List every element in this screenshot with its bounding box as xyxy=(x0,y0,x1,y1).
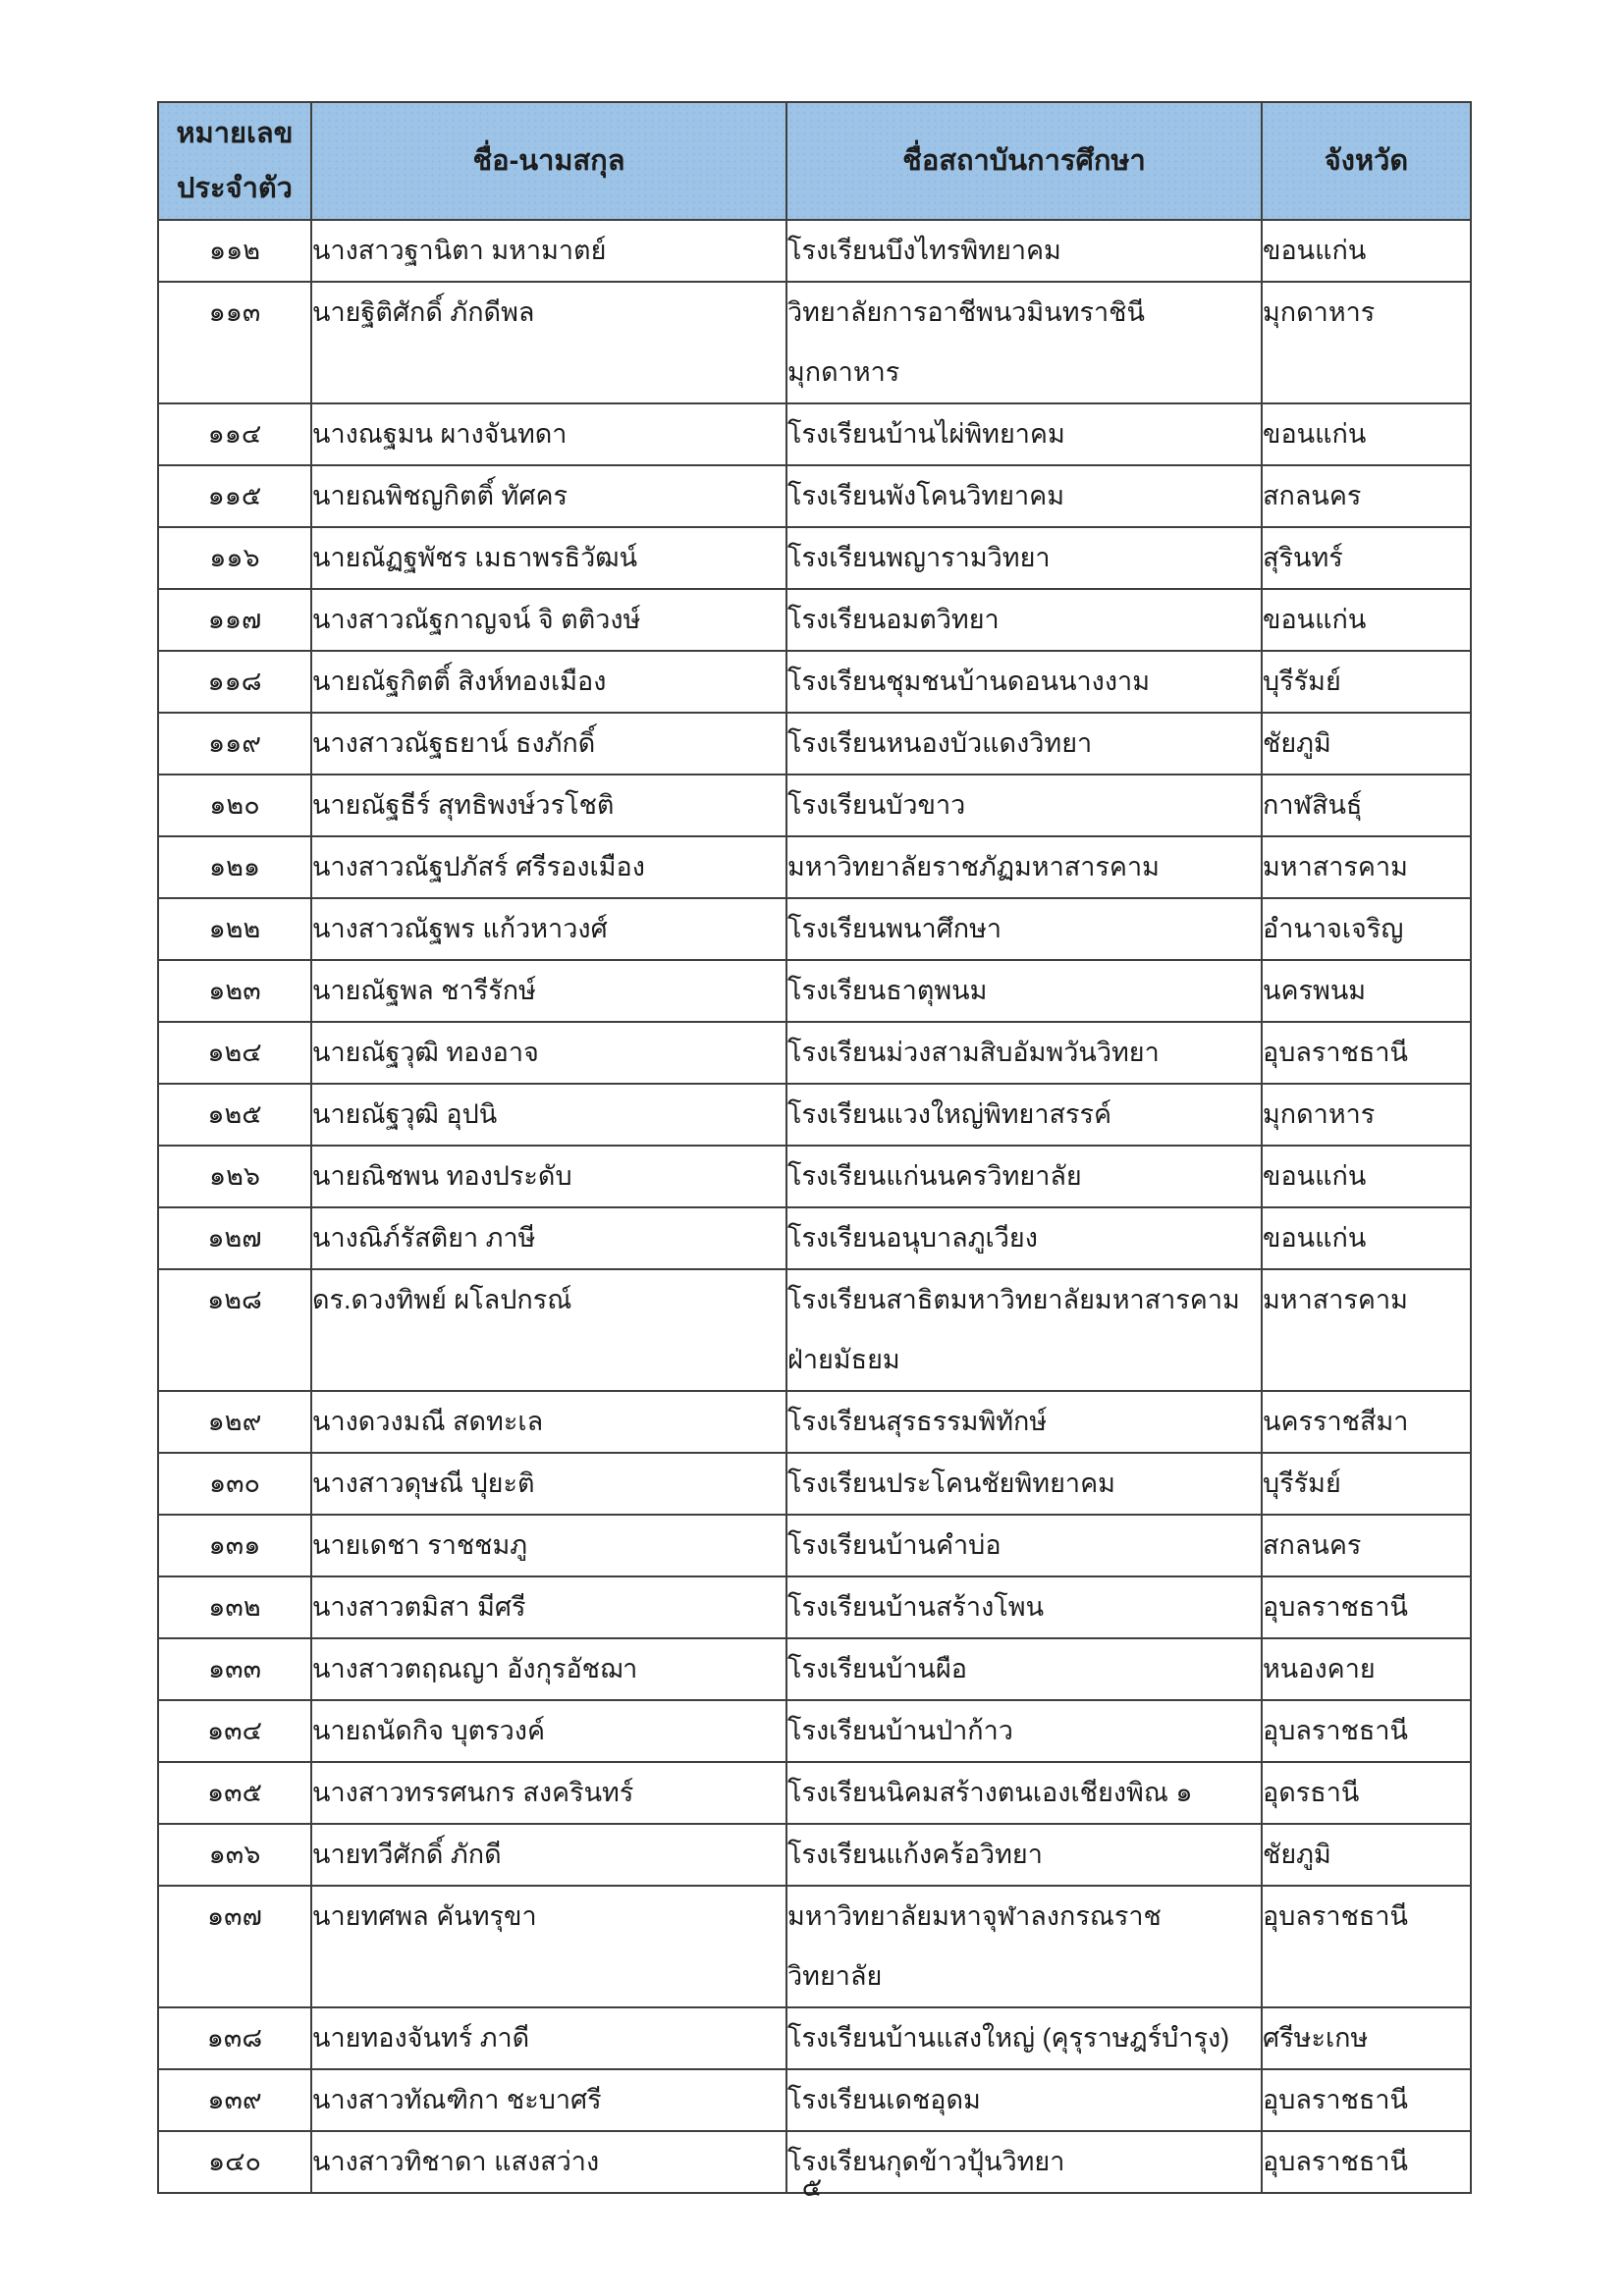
cell-full-name: นายฐิติศักดิ์ ภักดีพล xyxy=(311,282,786,403)
institution-line1: โรงเรียนบัวขาว xyxy=(787,790,966,820)
institution-line1: โรงเรียนอนุบาลภูเวียง xyxy=(787,1223,1038,1253)
cell-full-name: นายทวีศักดิ์ ภักดี xyxy=(311,1824,786,1886)
institution-line1: โรงเรียนสาธิตมหาวิทยาลัยมหาสารคาม xyxy=(787,1285,1240,1314)
cell-province: อุบลราชธานี xyxy=(1262,2069,1471,2131)
cell-id-number: ๑๑๔ xyxy=(158,403,311,465)
cell-province: มุกดาหาร xyxy=(1262,1084,1471,1146)
cell-institution xyxy=(786,1762,1262,1824)
cell-institution xyxy=(786,1146,1262,1207)
cell-institution xyxy=(786,1886,1262,2007)
cell-institution xyxy=(786,713,1262,774)
cell-id-number: ๑๒๒ xyxy=(158,898,311,960)
cell-id-number: ๑๒๑ xyxy=(158,836,311,898)
cell-province: ศรีษะเกษ xyxy=(1262,2007,1471,2069)
table-row xyxy=(158,1084,1471,1146)
institution-line1: โรงเรียนบ้านป่าก้าว xyxy=(787,1716,1013,1745)
cell-id-number: ๑๑๒ xyxy=(158,220,311,282)
cell-province: อุบลราชธานี xyxy=(1262,1022,1471,1084)
cell-province: อุบลราชธานี xyxy=(1262,1886,1471,2007)
cell-id-number: ๑๑๙ xyxy=(158,713,311,774)
table-row xyxy=(158,1146,1471,1207)
cell-full-name: นายณัฏฐพัชร เมธาพรธิวัฒน์ xyxy=(311,527,786,589)
participants-table xyxy=(157,101,1472,2194)
cell-full-name: นายทองจันทร์ ภาดี xyxy=(311,2007,786,2069)
cell-id-number: ๑๑๘ xyxy=(158,651,311,713)
table-row xyxy=(158,960,1471,1022)
cell-institution xyxy=(786,960,1262,1022)
cell-institution xyxy=(786,1515,1262,1576)
cell-id-number: ๑๒๔ xyxy=(158,1022,311,1084)
cell-full-name: นางดวงมณี สดทะเล xyxy=(311,1391,786,1453)
cell-province: หนองคาย xyxy=(1262,1638,1471,1700)
cell-institution xyxy=(786,2069,1262,2131)
institution-line1: โรงเรียนเดชอุดม xyxy=(787,2085,981,2114)
cell-id-number: ๑๒๓ xyxy=(158,960,311,1022)
institution-line1: โรงเรียนพังโคนวิทยาคม xyxy=(787,481,1064,510)
cell-institution xyxy=(786,651,1262,713)
cell-full-name: นางณิภ์รัสติยา ภาษี xyxy=(311,1207,786,1269)
header-province: จังหวัด xyxy=(1262,102,1471,220)
cell-institution xyxy=(786,465,1262,527)
table-row xyxy=(158,774,1471,836)
institution-line1: โรงเรียนนิคมสร้างตนเองเชียงพิณ ๑ xyxy=(787,1778,1193,1807)
cell-institution xyxy=(786,403,1262,465)
cell-id-number: ๑๒๖ xyxy=(158,1146,311,1207)
cell-full-name: นางสาวทรรศนกร สงครินทร์ xyxy=(311,1762,786,1824)
page-number: ๕ xyxy=(801,2172,823,2202)
cell-province: ขอนแก่น xyxy=(1262,1146,1471,1207)
institution-line1: โรงเรียนบ้านแสงใหญ่ (คุรุราษฎร์บำรุง) xyxy=(787,2023,1230,2053)
table-row xyxy=(158,1269,1471,1391)
institution-line1: โรงเรียนกุดข้าวปุ้นวิทยา xyxy=(787,2147,1065,2176)
table-row xyxy=(158,1886,1471,2007)
cell-institution xyxy=(786,2007,1262,2069)
cell-institution xyxy=(786,589,1262,651)
cell-id-number: ๑๓๒ xyxy=(158,1576,311,1638)
institution-line1: โรงเรียนบ้านไผ่พิทยาคม xyxy=(787,419,1065,449)
cell-id-number: ๑๑๖ xyxy=(158,527,311,589)
cell-institution xyxy=(786,1391,1262,1453)
cell-full-name: นางสาวตฤณญา อังกุรอัชฌา xyxy=(311,1638,786,1700)
cell-province: กาฬสินธุ์ xyxy=(1262,774,1471,836)
institution-line1: โรงเรียนอมตวิทยา xyxy=(787,605,1000,634)
cell-full-name: นางสาวตมิสา มีศรี xyxy=(311,1576,786,1638)
institution-line1: วิทยาลัยการอาชีพนวมินทราชินี xyxy=(787,297,1145,327)
cell-institution xyxy=(786,1638,1262,1700)
cell-province: อุบลราชธานี xyxy=(1262,2131,1471,2193)
cell-full-name: นายณัฐวุฒิ ทองอาจ xyxy=(311,1022,786,1084)
cell-full-name: นางสาวดุษณี ปุยะติ xyxy=(311,1453,786,1515)
table-row xyxy=(158,1453,1471,1515)
cell-id-number: ๑๒๗ xyxy=(158,1207,311,1269)
table-row xyxy=(158,2007,1471,2069)
cell-id-number: ๑๔๐ xyxy=(158,2131,311,2193)
cell-id-number: ๑๒๕ xyxy=(158,1084,311,1146)
cell-province: อุบลราชธานี xyxy=(1262,1576,1471,1638)
table-row xyxy=(158,836,1471,898)
table-row xyxy=(158,1515,1471,1576)
table-row xyxy=(158,651,1471,713)
cell-institution xyxy=(786,1084,1262,1146)
cell-province: ขอนแก่น xyxy=(1262,589,1471,651)
cell-province: มุกดาหาร xyxy=(1262,282,1471,403)
cell-id-number: ๑๒๐ xyxy=(158,774,311,836)
cell-institution xyxy=(786,282,1262,403)
cell-id-number: ๑๓๗ xyxy=(158,1886,311,2007)
cell-province: นครราชสีมา xyxy=(1262,1391,1471,1453)
header-id-line2: ประจำตัว xyxy=(177,173,293,204)
institution-line1: โรงเรียนพนาศึกษา xyxy=(787,914,1002,943)
cell-id-number: ๑๓๓ xyxy=(158,1638,311,1700)
header-id-number xyxy=(158,102,311,220)
institution-line1: โรงเรียนม่วงสามสิบอัมพวันวิทยา xyxy=(787,1038,1160,1067)
cell-province: บุรีรัมย์ xyxy=(1262,1453,1471,1515)
cell-institution xyxy=(786,1576,1262,1638)
cell-province: มหาสารคาม xyxy=(1262,836,1471,898)
institution-line1: โรงเรียนประโคนชัยพิทยาคม xyxy=(787,1468,1115,1498)
cell-institution xyxy=(786,1022,1262,1084)
cell-full-name: นางสาวทัณฑิกา ชะบาศรี xyxy=(311,2069,786,2131)
cell-id-number: ๑๑๗ xyxy=(158,589,311,651)
institution-line2: วิทยาลัย xyxy=(787,1961,883,1991)
cell-full-name: นายถนัดกิจ บุตรวงค์ xyxy=(311,1700,786,1762)
cell-province: มหาสารคาม xyxy=(1262,1269,1471,1391)
cell-full-name: นางสาวณัฐกาญจน์ จิ ตติวงษ์ xyxy=(311,589,786,651)
cell-full-name: นางสาวทิชาดา แสงสว่าง xyxy=(311,2131,786,2193)
cell-full-name: นายณัฐธีร์ สุทธิพงษ์วรโชติ xyxy=(311,774,786,836)
cell-full-name: นางสาวฐานิตา มหามาตย์ xyxy=(311,220,786,282)
cell-id-number: ๑๓๐ xyxy=(158,1453,311,1515)
institution-line1: โรงเรียนแวงใหญ่พิทยาสรรค์ xyxy=(787,1099,1112,1129)
cell-id-number: ๑๒๘ xyxy=(158,1269,311,1391)
table-row xyxy=(158,1638,1471,1700)
cell-full-name: นายณัฐพล ชารีรักษ์ xyxy=(311,960,786,1022)
cell-full-name: นายทศพล คันทรุขา xyxy=(311,1886,786,2007)
cell-id-number: ๑๑๓ xyxy=(158,282,311,403)
table-row xyxy=(158,1391,1471,1453)
cell-id-number: ๑๓๘ xyxy=(158,2007,311,2069)
cell-province: ขอนแก่น xyxy=(1262,1207,1471,1269)
cell-id-number: ๑๒๙ xyxy=(158,1391,311,1453)
cell-province: อำนาจเจริญ xyxy=(1262,898,1471,960)
institution-line1: โรงเรียนบึงไทรพิทยาคม xyxy=(787,236,1061,265)
cell-full-name: นางสาวณัฐธยาน์ ธงภักดิ์ xyxy=(311,713,786,774)
institution-line2: มุกดาหาร xyxy=(787,357,900,387)
institution-line1: มหาวิทยาลัยมหาจุฬาลงกรณราช xyxy=(787,1901,1162,1931)
table-row xyxy=(158,527,1471,589)
cell-full-name: ดร.ดวงทิพย์ ผโลปกรณ์ xyxy=(311,1269,786,1391)
cell-institution xyxy=(786,1453,1262,1515)
cell-province: บุรีรัมย์ xyxy=(1262,651,1471,713)
cell-province: ขอนแก่น xyxy=(1262,220,1471,282)
cell-id-number: ๑๓๑ xyxy=(158,1515,311,1576)
cell-id-number: ๑๓๖ xyxy=(158,1824,311,1886)
institution-line1: โรงเรียนแก้งคร้อวิทยา xyxy=(787,1840,1043,1869)
cell-province: นครพนม xyxy=(1262,960,1471,1022)
institution-line1: โรงเรียนบ้านสร้างโพน xyxy=(787,1592,1045,1622)
cell-id-number: ๑๑๕ xyxy=(158,465,311,527)
cell-full-name: นางสาวณัฐปภัสร์ ศรีรองเมือง xyxy=(311,836,786,898)
cell-province: สุรินทร์ xyxy=(1262,527,1471,589)
institution-line1: โรงเรียนแก่นนครวิทยาลัย xyxy=(787,1161,1082,1191)
table-row xyxy=(158,2069,1471,2131)
table-row xyxy=(158,1824,1471,1886)
institution-line1: โรงเรียนบ้านคำบ่อ xyxy=(787,1530,1001,1560)
cell-institution xyxy=(786,1207,1262,1269)
header-id-line1: หมายเลข xyxy=(176,118,294,149)
cell-province: ชัยภูมิ xyxy=(1262,1824,1471,1886)
cell-institution xyxy=(786,774,1262,836)
table-row xyxy=(158,1762,1471,1824)
header-institution: ชื่อสถาบันการศึกษา xyxy=(786,102,1262,220)
cell-institution xyxy=(786,1269,1262,1391)
cell-full-name: นายณิชพน ทองประดับ xyxy=(311,1146,786,1207)
table-row xyxy=(158,282,1471,403)
table-row xyxy=(158,220,1471,282)
cell-full-name: นายเดชา ราชชมภู xyxy=(311,1515,786,1576)
institution-line2: ฝ่ายมัธยม xyxy=(787,1345,900,1374)
cell-institution xyxy=(786,836,1262,898)
institution-line1: โรงเรียนบ้านผือ xyxy=(787,1654,967,1683)
cell-id-number: ๑๓๔ xyxy=(158,1700,311,1762)
institution-line1: มหาวิทยาลัยราชภัฏมหาสารคาม xyxy=(787,852,1160,881)
cell-province: ชัยภูมิ xyxy=(1262,713,1471,774)
cell-institution xyxy=(786,898,1262,960)
table-row xyxy=(158,465,1471,527)
institution-line1: โรงเรียนหนองบัวแดงวิทยา xyxy=(787,728,1093,758)
cell-full-name: นายณัฐวุฒิ อุปนิ xyxy=(311,1084,786,1146)
cell-province: สกลนคร xyxy=(1262,1515,1471,1576)
cell-full-name: นายณัฐกิตติ์ สิงห์ทองเมือง xyxy=(311,651,786,713)
cell-full-name: นางสาวณัฐพร แก้วหาวงศ์ xyxy=(311,898,786,960)
cell-id-number: ๑๓๕ xyxy=(158,1762,311,1824)
table-row xyxy=(158,898,1471,960)
institution-line1: โรงเรียนสุรธรรมพิทักษ์ xyxy=(787,1407,1048,1436)
cell-institution xyxy=(786,1824,1262,1886)
institution-line1: โรงเรียนธาตุพนม xyxy=(787,976,988,1005)
header-row xyxy=(158,102,1471,220)
header-full-name: ชื่อ-นามสกุล xyxy=(311,102,786,220)
table-row xyxy=(158,1576,1471,1638)
cell-id-number: ๑๓๙ xyxy=(158,2069,311,2131)
table-row xyxy=(158,589,1471,651)
cell-institution xyxy=(786,220,1262,282)
table-row xyxy=(158,1700,1471,1762)
table-row xyxy=(158,1207,1471,1269)
cell-institution xyxy=(786,1700,1262,1762)
cell-institution xyxy=(786,527,1262,589)
table-row xyxy=(158,713,1471,774)
institution-line1: โรงเรียนชุมชนบ้านดอนนางงาม xyxy=(787,667,1151,696)
cell-province: อุดรธานี xyxy=(1262,1762,1471,1824)
cell-province: อุบลราชธานี xyxy=(1262,1700,1471,1762)
table-row xyxy=(158,403,1471,465)
cell-province: ขอนแก่น xyxy=(1262,403,1471,465)
table-row xyxy=(158,1022,1471,1084)
institution-line1: โรงเรียนพญารามวิทยา xyxy=(787,543,1051,572)
cell-full-name: นายณพิชญกิตติ์ ทัศคร xyxy=(311,465,786,527)
cell-full-name: นางณฐมน ผางจันทดา xyxy=(311,403,786,465)
cell-province: สกลนคร xyxy=(1262,465,1471,527)
